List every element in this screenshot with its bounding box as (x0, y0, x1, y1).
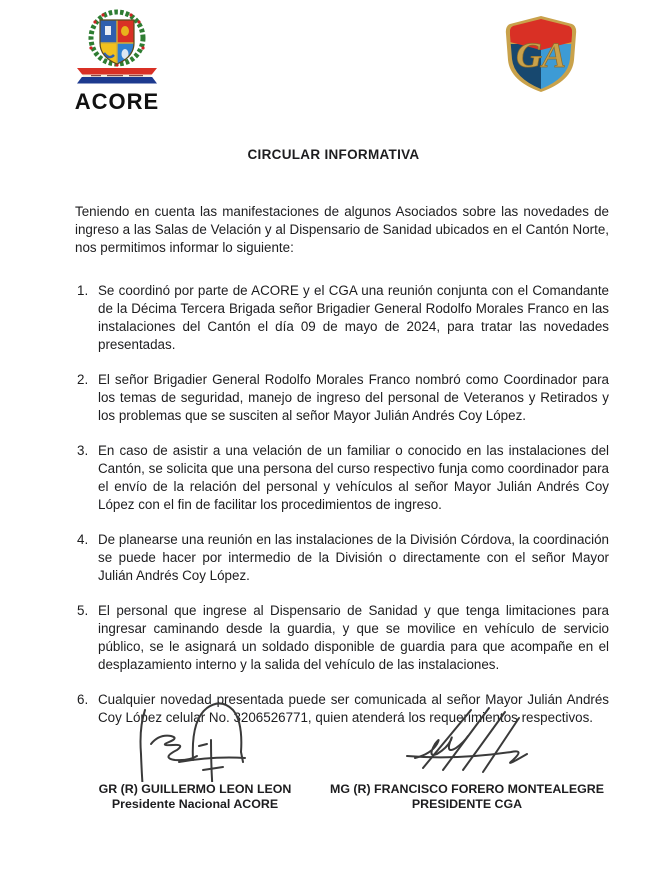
signer-name: GR (R) GUILLERMO LEON LEON (98, 782, 292, 796)
cga-monogram: GA (515, 35, 567, 75)
signature-block-cga (320, 696, 614, 812)
page-title: CIRCULAR INFORMATIVA (247, 147, 420, 162)
list-item-text: Se coordinó por parte de ACORE y el CGA una reunión conjunta con el Comandante de la Décima Tercera Brigada señor Brigadier General Rodolfo Morales Franco en las instalaciones del Cantón el día 09 de mayo de 2024, para tratar las novedades presentadas. (98, 283, 609, 352)
acore-wordmark: ACORE (74, 89, 160, 114)
list-item (75, 531, 609, 585)
signature-block-acore (70, 696, 320, 812)
list-item-number: 3. (77, 443, 89, 458)
list-item-text: El personal que ingrese al Dispensario de Sanidad y que tenga limitaciones para ingresar caminando desde la guardia, y que se movilice en vehículo de servicio público, se le asignará un soldado disponible de guardia para que acompañe en el desplazamiento interno y la salida del vehículo de las instalaciones. (98, 603, 609, 672)
intro-paragraph: Teniendo en cuenta las manifestaciones de algunos Asociados sobre las novedades de ingreso a las Salas de Velación y al Dispensario de Sanidad ubicados en el Cantón Norte, nos permitimos informar lo siguiente: (75, 204, 609, 255)
acore-crest-icon (71, 8, 163, 86)
signature-section (70, 696, 614, 812)
signer-title: Presidente Nacional ACORE (111, 797, 279, 811)
cga-shield-icon (503, 14, 579, 92)
document-body (75, 203, 609, 744)
list-item-text: De planearse una reunión en las instalaciones de la División Córdova, la coordinación se puede hacer por intermedio de la División o directamente con el señor Mayor Julián Andrés Coy López. (98, 532, 609, 583)
list-item-number: 1. (77, 283, 89, 298)
list-item-text: En caso de asistir a una velación de un familiar o conocido en las instalaciones del Cantón, se solicita que una persona del curso respectivo funja como coordinador para el envío de la relación del personal y vehículos al señor Mayor Julián Andrés Coy López con el fin de facilitar los procedimientos de ingreso. (98, 443, 609, 512)
list-item (75, 371, 609, 425)
list-item-number: 2. (77, 372, 89, 387)
list-item (75, 282, 609, 354)
signer-title: PRESIDENTE CGA (411, 797, 523, 811)
list-item (75, 602, 609, 674)
signature-left-icon (95, 696, 295, 782)
list-item-text: El señor Brigadier General Rodolfo Morales Franco nombró como Coordinador para los temas de seguridad, manejo de ingreso del personal de Veteranos y Retirados y los problemas que se susciten al señor Mayor Julián Andrés Coy López. (98, 372, 609, 423)
list-item-number: 4. (77, 532, 89, 547)
list-item-number: 5. (77, 603, 89, 618)
signer-name: MG (R) FRANCISCO FORERO MONTEALEGRE (330, 782, 604, 796)
list-item-text: Cualquier novedad presentada puede ser comunicada al señor Mayor Julián Andrés Coy López celular No. 3206526771, quien atenderá los requerimientos respectivos. (98, 692, 609, 725)
cga-logo (503, 14, 579, 92)
list-item (75, 442, 609, 514)
signature-right-icon (367, 696, 567, 782)
list-item-number: 6. (77, 692, 89, 707)
acore-logo (71, 8, 163, 115)
